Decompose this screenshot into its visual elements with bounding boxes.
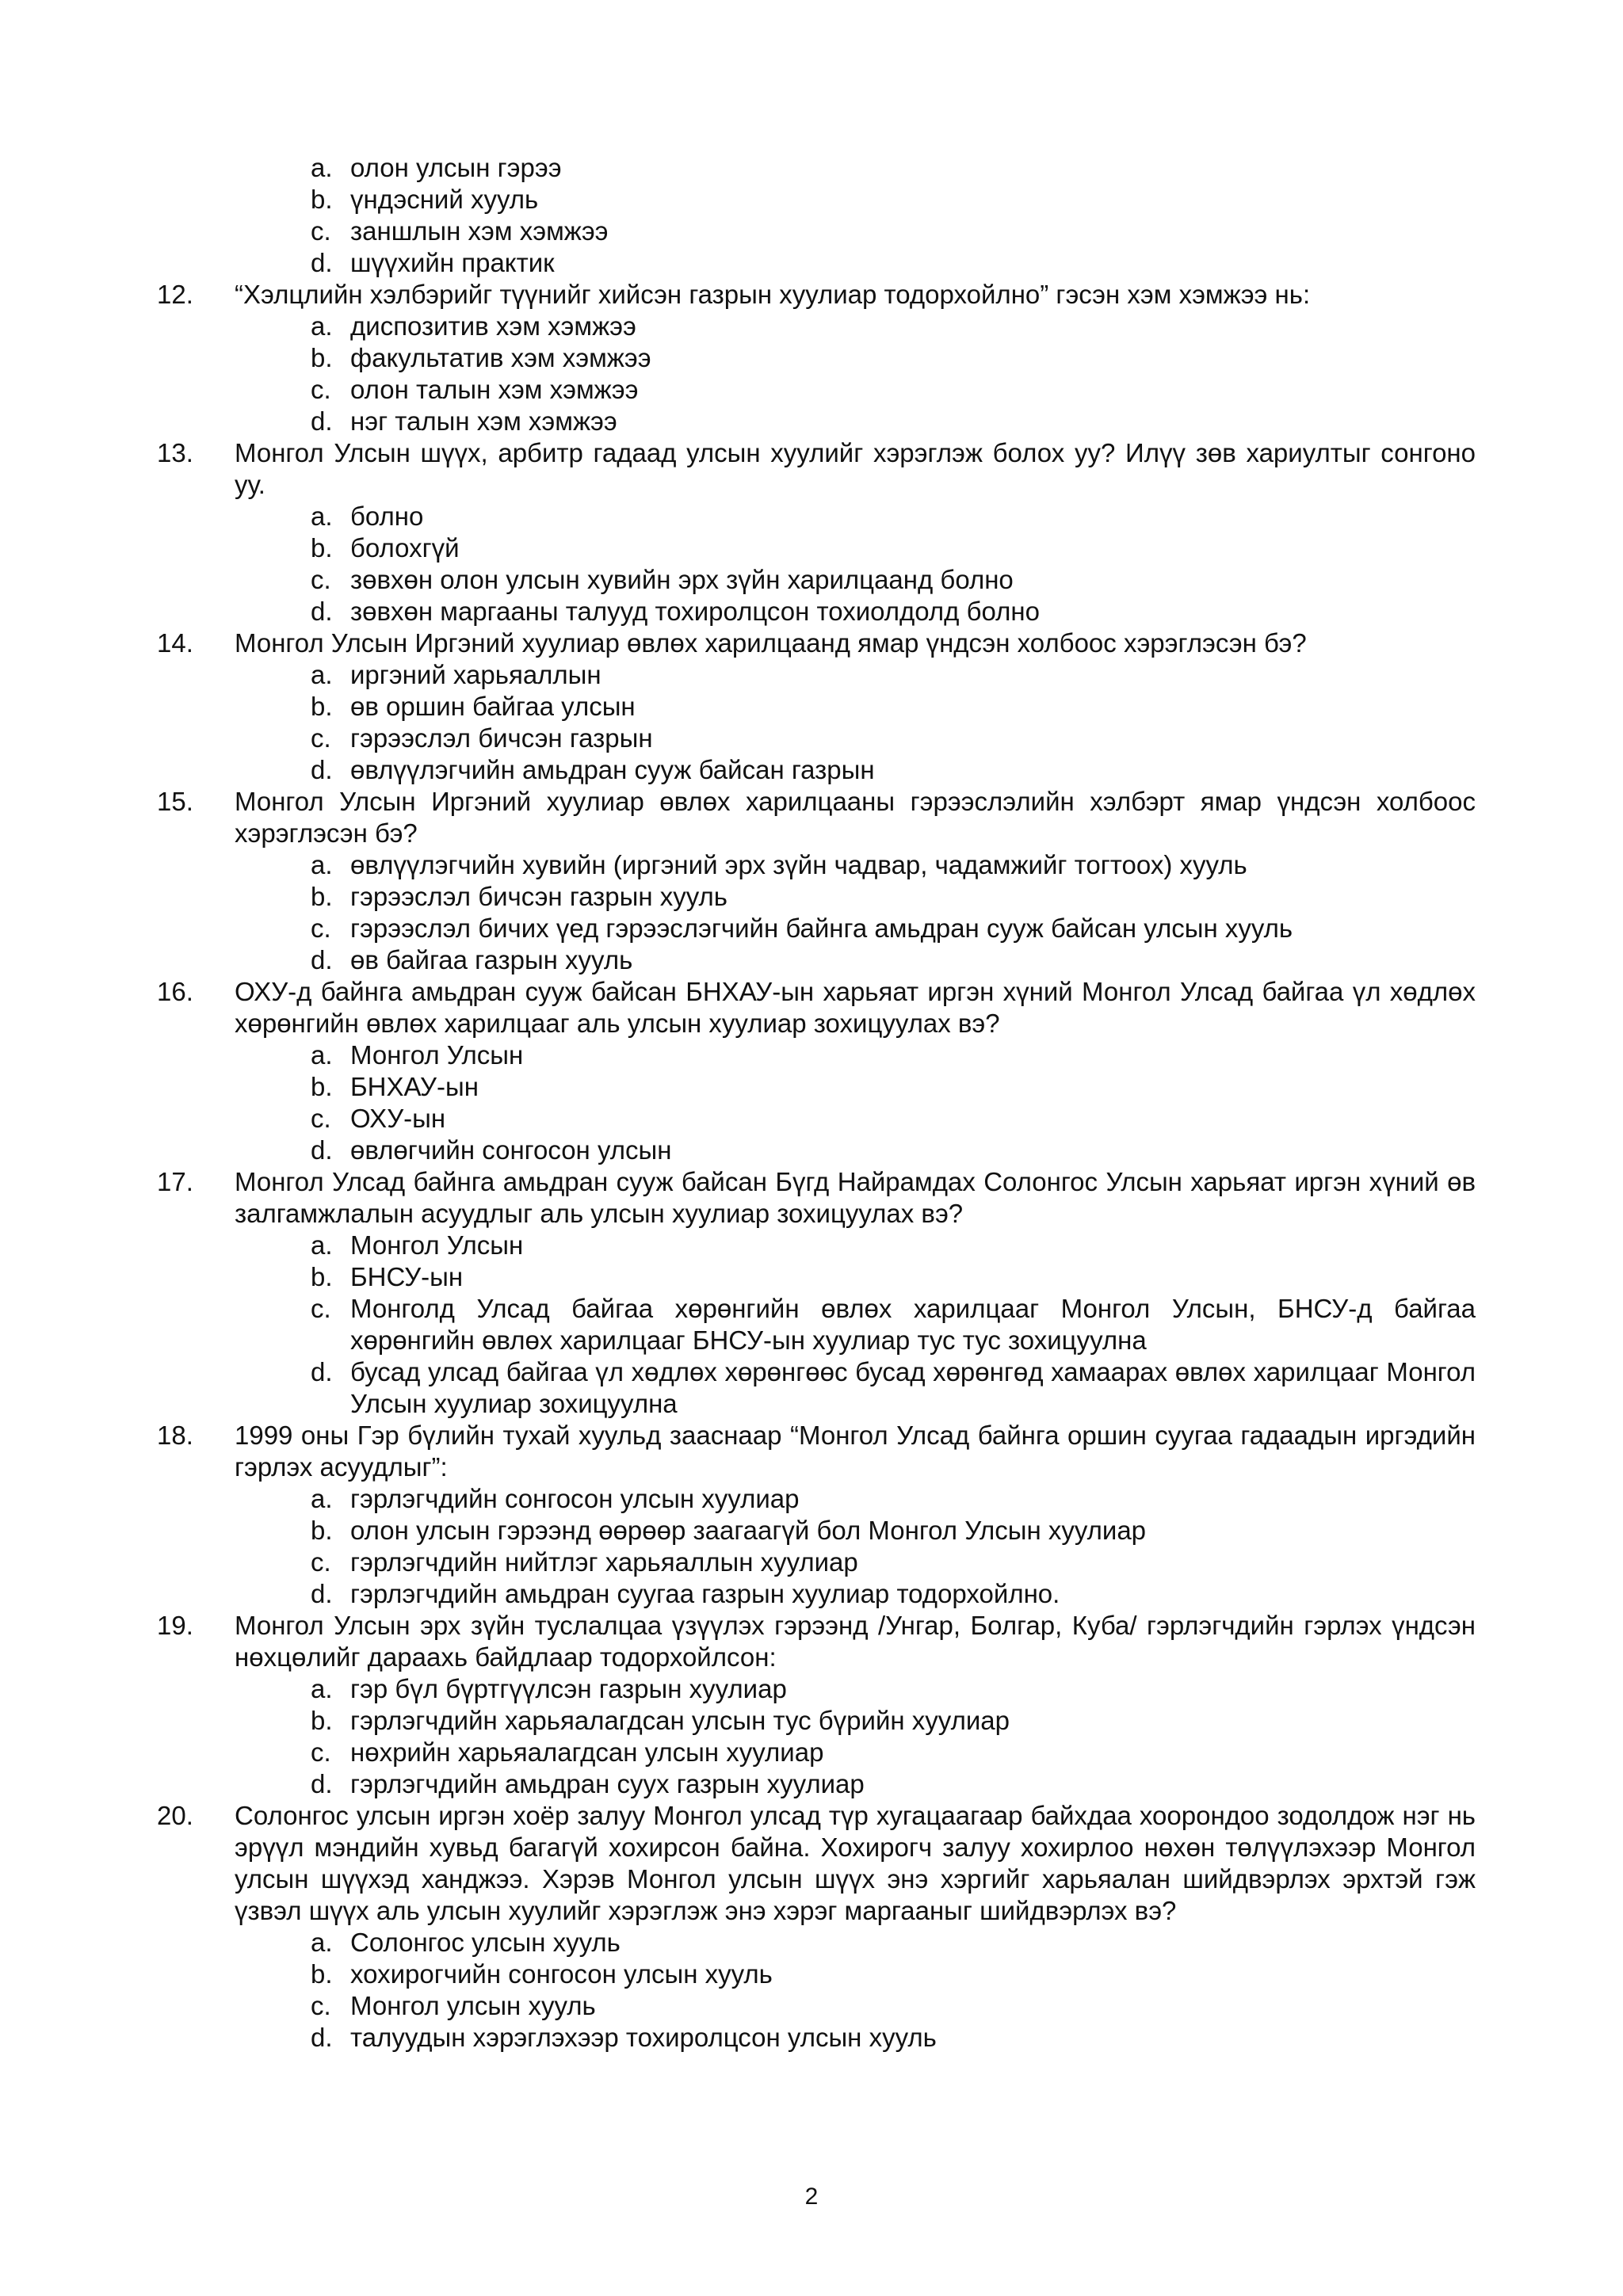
question-item xyxy=(0,786,1623,976)
answer-option xyxy=(0,1673,1623,1705)
answer-option xyxy=(0,247,1623,279)
option-text: өв байгаа газрын хууль xyxy=(350,945,633,974)
option-text: гэрлэгчдийн сонгосон улсын хуулиар xyxy=(350,1484,800,1513)
option-letter: b. xyxy=(311,1516,333,1545)
question-text: Монгол Улсад байнга амьдран сууж байсан Бүгд Найрамдах Солонгос Улсын харьяат иргэн хүний өв залгамжлалын асуудлыг аль улсын хуулиар зохицуулах вэ? xyxy=(235,1167,1476,1228)
option-letter: a. xyxy=(311,153,333,182)
option-letter: d. xyxy=(311,597,333,626)
option-text: Монгол Улсын xyxy=(350,1230,524,1260)
option-text: олон улсын гэрээ xyxy=(350,153,562,182)
option-text: өвлүүлэгчийн амьдран сууж байсан газрын xyxy=(350,755,875,784)
answer-option xyxy=(0,564,1623,596)
option-text: бусад улсад байгаа үл хөдлөх хөрөнгөөс бусад хөрөнгөд хамаарах өвлөх харилцааг Монгол Улсын хуулиар зохицуулна xyxy=(350,1357,1476,1418)
question-number: 13. xyxy=(157,438,193,467)
question-item xyxy=(0,279,1623,437)
option-text: гэр бүл бүртгүүлсэн газрын хуулиар xyxy=(350,1674,787,1703)
question-number: 18. xyxy=(157,1421,193,1450)
option-text: зөвхөн олон улсын хувийн эрх зүйн харилцаанд болно xyxy=(350,565,1014,594)
option-letter: d. xyxy=(311,406,333,436)
answer-option xyxy=(0,311,1623,342)
answer-option xyxy=(0,1768,1623,1800)
option-text: гэрлэгчдийн амьдран суугаа газрын хуулиар тодорхойлно. xyxy=(350,1579,1060,1608)
option-letter: d. xyxy=(311,1135,333,1165)
question-number: 19. xyxy=(157,1611,193,1640)
option-letter: c. xyxy=(311,216,331,246)
option-letter: a. xyxy=(311,1928,333,1957)
option-text: Монголд Улсад байгаа хөрөнгийн өвлөх харилцааг Монгол Улсын, БНСУ-д байгаа хөрөнгийн өвлөх харилцааг БНСУ-ын хуулиар тус тус зохицуулна xyxy=(350,1294,1476,1355)
answer-option xyxy=(0,342,1623,374)
option-letter: c. xyxy=(311,1737,331,1767)
answer-option xyxy=(0,1737,1623,1768)
option-letter: b. xyxy=(311,343,333,372)
option-text: нөхрийн харьяалагдсан улсын хуулиар xyxy=(350,1737,824,1767)
answer-option xyxy=(0,1356,1623,1420)
question-text: 1999 оны Гэр бүлийн тухай хуульд зааснаар “Монгол Улсад байнга оршин суугаа гадаадын иргэдийн гэрлэх асуудлыг”: xyxy=(235,1421,1476,1482)
option-text: гэрээслэл бичсэн газрын xyxy=(350,723,653,753)
option-text: Монгол Улсын xyxy=(350,1040,524,1070)
answer-option xyxy=(0,2022,1623,2054)
answer-option xyxy=(0,1039,1623,1071)
option-text: үндэсний хууль xyxy=(350,185,539,214)
option-text: гэрлэгчдийн харьяалагдсан улсын тус бүрийн хуулиар xyxy=(350,1706,1010,1735)
option-letter: d. xyxy=(311,945,333,974)
option-text: Солонгос улсын хууль xyxy=(350,1928,621,1957)
answer-option xyxy=(0,1515,1623,1547)
option-letter: c. xyxy=(311,565,331,594)
answer-option xyxy=(0,1293,1623,1356)
question-text: Монгол Улсын Иргэний хуулиар өвлөх харилцааны гэрээслэлийн хэлбэрт ямар үндсэн холбоос хэрэглэсэн бэ? xyxy=(235,787,1476,848)
question-item xyxy=(0,437,1623,627)
option-letter: b. xyxy=(311,692,333,721)
option-text: факультатив хэм хэмжээ xyxy=(350,343,651,372)
answer-option xyxy=(0,1578,1623,1610)
answer-option xyxy=(0,1927,1623,1958)
option-text: гэрлэгчдийн амьдран суух газрын хуулиар xyxy=(350,1769,865,1798)
option-letter: a. xyxy=(311,1230,333,1260)
option-letter: d. xyxy=(311,248,333,277)
option-letter: c. xyxy=(311,913,331,943)
question-item xyxy=(0,627,1623,786)
answer-option xyxy=(0,1483,1623,1515)
question-text: Монгол Улсын шүүх, арбитр гадаад улсын хуулийг хэрэглэж болох уу? Илүү зөв хариултыг сонгоно уу. xyxy=(235,438,1476,499)
answer-option xyxy=(0,691,1623,723)
answer-option xyxy=(0,849,1623,881)
option-letter: c. xyxy=(311,1547,331,1577)
option-letter: b. xyxy=(311,1262,333,1291)
option-text: ОХУ-ын xyxy=(350,1104,446,1133)
answer-option xyxy=(0,596,1623,627)
option-text: гэрээслэл бичсэн газрын хууль xyxy=(350,882,727,911)
option-letter: a. xyxy=(311,502,333,531)
option-text: зөвхөн маргааны талууд тохиролцсон тохиолдолд болно xyxy=(350,597,1040,626)
question-number: 15. xyxy=(157,787,193,816)
option-text: гэрлэгчдийн нийтлэг харьяаллын хуулиар xyxy=(350,1547,858,1577)
option-text: гэрээслэл бичих үед гэрээслэгчийн байнга амьдран сууж байсан улсын хууль xyxy=(350,913,1293,943)
option-text: олон улсын гэрээнд өөрөөр заагаагүй бол Монгол Улсын хуулиар xyxy=(350,1516,1147,1545)
answer-option xyxy=(0,1071,1623,1103)
option-text: Монгол улсын хууль xyxy=(350,1991,596,2020)
option-letter: c. xyxy=(311,375,331,404)
option-letter: d. xyxy=(311,755,333,784)
answer-option xyxy=(0,1135,1623,1166)
answer-option xyxy=(0,1990,1623,2022)
option-letter: d. xyxy=(311,1769,333,1798)
answer-option xyxy=(0,184,1623,215)
option-text: шүүхийн практик xyxy=(350,248,555,277)
option-text: болно xyxy=(350,502,424,531)
question-text: Монгол Улсын Иргэний хуулиар өвлөх харилцаанд ямар үндсэн холбоос хэрэглэсэн бэ? xyxy=(235,628,1307,658)
answer-option xyxy=(0,374,1623,406)
option-letter: a. xyxy=(311,660,333,689)
question-text: ОХУ-д байнга амьдран сууж байсан БНХАУ-ын харьяат иргэн хүний Монгол Улсад байгаа үл хөдлөх хөрөнгийн өвлөх харилцааг аль улсын хуулиар зохицуулах вэ? xyxy=(235,977,1476,1038)
question-item xyxy=(0,1610,1623,1800)
answer-option xyxy=(0,152,1623,184)
answer-option xyxy=(0,723,1623,754)
answer-option xyxy=(0,406,1623,437)
answer-option xyxy=(0,1230,1623,1261)
question-text: Солонгос улсын иргэн хоёр залуу Монгол улсад түр хугацаагаар байхдаа хоорондоо зодолдож нэг нь эрүүл мэндийн хувьд багагүй хохирсон байна. Хохирогч залуу хохирлоо нөхөн төлүүлэхээр Монгол улсын шүүхэд ханджээ. Хэрэв Монгол улсын шүүх энэ хэргийг харьяалан шийдвэрлэх эрхтэй гэж үзвэл шүүх аль улсын хуулийг хэрэглэж энэ хэрэг маргааныг шийдвэрлэх вэ? xyxy=(235,1801,1476,1925)
option-text: БНХАУ-ын xyxy=(350,1072,479,1101)
option-text: иргэний харьяаллын xyxy=(350,660,601,689)
question-item xyxy=(0,1420,1623,1610)
answer-option xyxy=(0,659,1623,691)
answer-option xyxy=(0,501,1623,532)
option-letter: a. xyxy=(311,1040,333,1070)
option-letter: c. xyxy=(311,1991,331,2020)
question-number: 14. xyxy=(157,628,193,658)
option-text: заншлын хэм хэмжээ xyxy=(350,216,609,246)
question-text: “Хэлцлийн хэлбэрийг түүнийг хийсэн газрын хуулиар тодорхойлно” гэсэн хэм хэмжээ нь: xyxy=(235,280,1311,309)
answer-option xyxy=(0,1705,1623,1737)
page-number: 2 xyxy=(804,2183,819,2210)
option-text: талуудын хэрэглэхээр тохиролцсон улсын хууль xyxy=(350,2023,937,2052)
answer-option xyxy=(0,215,1623,247)
option-letter: b. xyxy=(311,1959,333,1989)
question-number: 17. xyxy=(157,1167,193,1196)
option-letter: a. xyxy=(311,311,333,341)
option-letter: c. xyxy=(311,1104,331,1133)
leading-options-list xyxy=(0,152,1623,279)
question-number: 12. xyxy=(157,280,193,309)
option-letter: d. xyxy=(311,2023,333,2052)
option-letter: b. xyxy=(311,185,333,214)
option-text: БНСУ-ын xyxy=(350,1262,464,1291)
option-text: өв оршин байгаа улсын xyxy=(350,692,636,721)
option-letter: d. xyxy=(311,1357,333,1386)
question-number: 16. xyxy=(157,977,193,1006)
option-text: болохгүй xyxy=(350,533,460,563)
question-number: 20. xyxy=(157,1801,193,1830)
answer-option xyxy=(0,532,1623,564)
question-item xyxy=(0,1800,1623,2054)
option-text: диспозитив хэм хэмжээ xyxy=(350,311,636,341)
answer-option xyxy=(0,1958,1623,1990)
option-letter: a. xyxy=(311,1484,333,1513)
answer-option xyxy=(0,1261,1623,1293)
question-item xyxy=(0,976,1623,1166)
option-text: өвлүүлэгчийн хувийн (иргэний эрх зүйн чадвар, чадамжийг тогтоох) хууль xyxy=(350,850,1247,879)
option-letter: a. xyxy=(311,850,333,879)
option-letter: b. xyxy=(311,1072,333,1101)
option-letter: b. xyxy=(311,882,333,911)
option-text: олон талын хэм хэмжээ xyxy=(350,375,639,404)
answer-option xyxy=(0,913,1623,944)
answer-option xyxy=(0,1547,1623,1578)
option-letter: c. xyxy=(311,723,331,753)
option-letter: b. xyxy=(311,1706,333,1735)
option-text: нэг талын хэм хэмжээ xyxy=(350,406,617,436)
option-letter: d. xyxy=(311,1579,333,1608)
option-letter: a. xyxy=(311,1674,333,1703)
question-text: Монгол Улсын эрх зүйн туслалцаа үзүүлэх гэрээнд /Унгар, Болгар, Куба/ гэрлэгчдийн гэрлэх үндсэн нөхцөлийг дараахь байдлаар тодорхойлсон: xyxy=(235,1611,1476,1672)
questions-list xyxy=(0,279,1623,2054)
option-text: өвлөгчийн сонгосон улсын xyxy=(350,1135,672,1165)
option-letter: c. xyxy=(311,1294,331,1323)
option-letter: b. xyxy=(311,533,333,563)
answer-option xyxy=(0,881,1623,913)
answer-option xyxy=(0,754,1623,786)
answer-option xyxy=(0,1103,1623,1135)
option-text: хохирогчийн сонгосон улсын хууль xyxy=(350,1959,773,1989)
question-item xyxy=(0,1166,1623,1420)
answer-option xyxy=(0,944,1623,976)
